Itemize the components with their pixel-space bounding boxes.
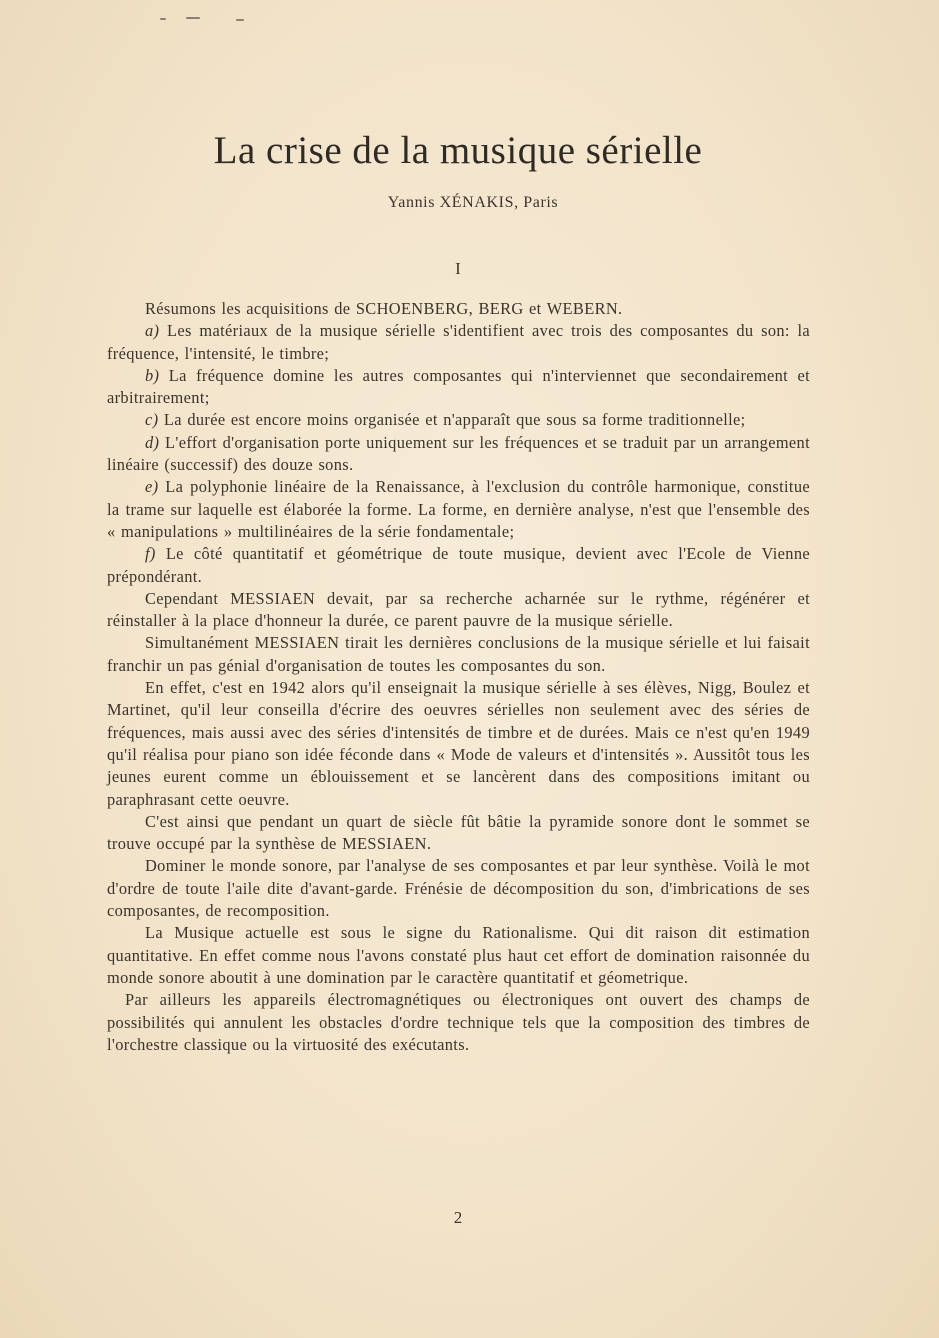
paragraph xyxy=(107,432,810,477)
paragraph xyxy=(107,476,810,543)
list-marker: e) xyxy=(145,477,159,497)
paragraph-text: La durée est encore moins organisée et n'apparaît que sous sa forme traditionnelle; xyxy=(158,410,746,430)
paragraph-text: L'effort d'organisation porte uniquement sur les fréquences et se traduit par un arrangement linéaire (successif) des douze sons. xyxy=(107,432,810,475)
paragraph xyxy=(107,320,810,365)
paragraph-text: Le côté quantitatif et géométrique de toute musique, devient avec l'Ecole de Vienne prépondérant. xyxy=(107,544,810,586)
print-specks xyxy=(160,14,270,26)
page-number: 2 xyxy=(453,1208,463,1227)
paragraph xyxy=(107,855,810,922)
paragraph xyxy=(107,811,810,856)
paragraph xyxy=(107,298,810,320)
paragraph-text: C'est ainsi que pendant un quart de siècle fût bâtie la pyramide sonore dont le sommet se trouve occupé par la synthèse de MESSIAEN. xyxy=(107,811,810,854)
paragraph xyxy=(107,409,810,431)
paragraph-text: Dominer le monde sonore, par l'analyse de ses composantes et par leur synthèse. Voilà le mot d'ordre de toute l'aile dite d'avant-garde. Frénésie de décomposition du son, d'imbrications de ses composantes, de recomposition. xyxy=(107,856,810,921)
paragraph xyxy=(107,588,810,633)
paragraph xyxy=(107,989,810,1056)
paragraph-text: Résumons les acquisitions de SCHOENBERG, BERG et WEBERN. xyxy=(145,299,623,318)
paragraph-text: Par ailleurs les appareils électromagnétiques ou électroniques ont ouvert des champs de possibilités qui annulent les obstacles d'ordre technique tels que la composition des timbres de l'orchestre classique ou la virtuosité des exécutants. xyxy=(107,990,810,1054)
paragraph-text: La fréquence domine les autres composantes qui n'interviennet que secondairement et arbitrairement; xyxy=(107,365,810,408)
paragraph-text: Simultanément MESSIAEN tirait les dernières conclusions de la musique sérielle et lui faisait franchir un pas génial d'organisation de toutes les composantes du son. xyxy=(107,633,810,675)
paragraph-text: La Musique actuelle est sous le signe du Rationalisme. Qui dit raison dit estimation quantitative. En effet comme nous l'avons constaté plus haut cet effort de domination raisonnée du monde sonore aboutit à une domination par le caractère quantitatif et géometrique. xyxy=(107,923,810,987)
article-body xyxy=(107,298,810,1056)
paragraph xyxy=(107,922,810,989)
paragraph xyxy=(107,543,810,588)
article-author: Yannis XÉNAKIS, Paris xyxy=(387,194,559,211)
paragraph xyxy=(107,632,810,677)
paragraph-text: La polyphonie linéaire de la Renaissance, à l'exclusion du contrôle harmonique, constitue la trame sur laquelle est élaborée la forme. La forme, en dernière analyse, n'est que l'ensemble des « manipulations » multilinéaires de la série fondamentale; xyxy=(107,477,810,541)
list-marker: c) xyxy=(145,410,159,430)
list-marker: f) xyxy=(145,544,156,564)
list-marker: b) xyxy=(145,365,160,385)
list-marker: d) xyxy=(145,432,160,452)
paragraph xyxy=(107,677,810,811)
section-number: I xyxy=(455,259,461,278)
paragraph xyxy=(107,365,810,410)
paragraph-text: En effet, c'est en 1942 alors qu'il enseignait la musique sérielle à ses élèves, Nigg, Boulez et Martinet, qu'il leur conseilla d'écrire des oeuvres sérielles non seulement avec des séries de fréquences, mais aussi avec des séries d'intensités de timbre et de durées. Mais ce n'est qu'en 1949 qu'il réalisa pour piano son idée féconde dans « Mode de valeurs et d'intensités ». Aussitôt tous les jeunes eurent comme un éblouissement et se lancèrent dans des compositions imitant ou paraphrasant cette oeuvre. xyxy=(107,678,810,809)
paragraph-text: Cependant MESSIAEN devait, par sa recherche acharnée sur le rythme, régénérer et réinstaller à la place d'honneur la durée, ce parent pauvre de la musique sérielle. xyxy=(107,588,810,631)
article-title: La crise de la musique sérielle xyxy=(213,129,703,172)
list-marker: a) xyxy=(145,321,160,341)
paragraph-text: Les matériaux de la musique sérielle s'identifient avec trois des composantes du son: la fréquence, l'intensité, le timbre; xyxy=(107,321,810,363)
